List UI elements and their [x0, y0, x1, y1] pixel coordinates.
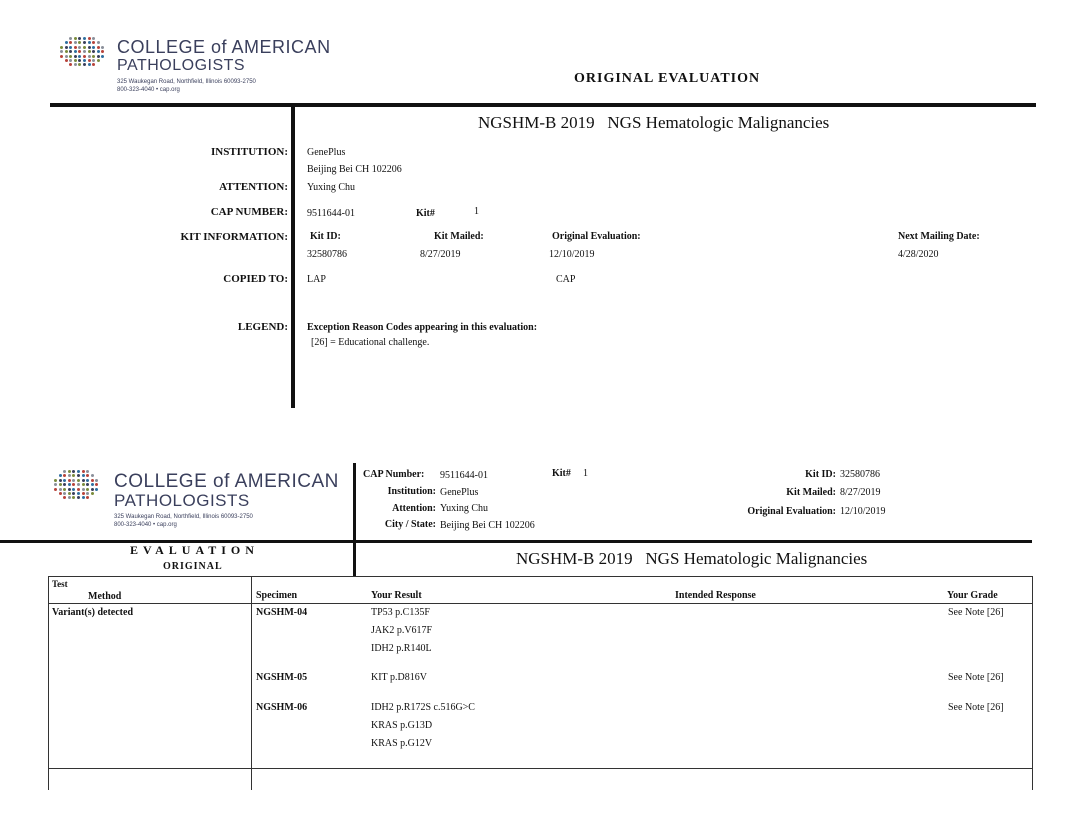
- kit-label: Kit#: [416, 208, 435, 219]
- logo-dot: [82, 483, 85, 486]
- logo-line1: COLLEGE of AMERICAN: [117, 37, 331, 57]
- logo-dot: [60, 55, 63, 58]
- logo-dot: [69, 46, 72, 49]
- method-value: Variant(s) detected: [52, 607, 134, 618]
- logo-dot: [77, 496, 80, 499]
- logo2-address: 325 Waukegan Road, Northfield, Illinois 60093-2750: [114, 514, 253, 520]
- attention-value: Yuxing Chu: [307, 182, 356, 193]
- logo-dot: [82, 479, 85, 482]
- table-left-border: [48, 576, 49, 790]
- copied-to-label: COPIED TO:: [223, 273, 288, 285]
- program-code-2: NGSHM-B 2019: [516, 549, 633, 568]
- kit-number: 1: [474, 206, 479, 217]
- logo-dot: [88, 63, 91, 66]
- table-column-divider: [251, 576, 252, 790]
- kit-id-value-2: 32580786: [840, 469, 880, 480]
- program-name: NGS Hematologic Malignancies: [607, 113, 830, 132]
- logo-dot: [82, 470, 85, 473]
- logo-dot: [68, 488, 71, 491]
- logo-dot: [82, 492, 85, 495]
- logo-dot: [72, 496, 75, 499]
- logo-dot: [69, 37, 72, 40]
- cap-number-value: 9511644-01: [307, 208, 355, 219]
- logo-dot: [78, 59, 81, 62]
- original-evaluation-header: Original Evaluation:: [552, 231, 641, 242]
- logo-dot: [63, 492, 66, 495]
- method-header: Method: [88, 591, 122, 602]
- institution-city: Beijing Bei CH 102206: [307, 164, 402, 175]
- cap-number-value-2: 9511644-01: [440, 470, 488, 481]
- next-mailing-value: 4/28/2020: [898, 249, 939, 260]
- logo-dot: [68, 479, 71, 482]
- your-grade-header: Your Grade: [947, 590, 998, 601]
- logo-dot: [97, 59, 100, 62]
- logo-dot: [97, 46, 100, 49]
- original-evaluation-value: 12/10/2019: [549, 249, 595, 260]
- logo-dot: [92, 59, 95, 62]
- logo-dot: [77, 483, 80, 486]
- logo-dot: [65, 59, 68, 62]
- vertical-divider: [291, 107, 295, 408]
- logo-dot: [88, 50, 91, 53]
- institution-label-2: Institution:: [387, 486, 436, 497]
- grade-value: See Note [26]: [948, 702, 1004, 713]
- result-item: IDH2 p.R140L: [371, 643, 432, 654]
- logo-dot: [68, 474, 71, 477]
- logo-dot: [59, 488, 62, 491]
- program-title-2: [516, 549, 867, 569]
- logo-dot: [86, 488, 89, 491]
- institution-name: GenePlus: [307, 147, 346, 158]
- logo-dot: [97, 41, 100, 44]
- logo-dot: [54, 479, 57, 482]
- logo-dot: [72, 488, 75, 491]
- logo-dot: [92, 37, 95, 40]
- logo-dot: [91, 483, 94, 486]
- logo-dot: [83, 55, 86, 58]
- logo-dot: [101, 50, 104, 53]
- logo-dot: [92, 50, 95, 53]
- logo-dot: [91, 492, 94, 495]
- logo-dot: [69, 55, 72, 58]
- logo-dot: [63, 470, 66, 473]
- logo-dot: [95, 488, 98, 491]
- logo-dot: [86, 474, 89, 477]
- program-name-2: NGS Hematologic Malignancies: [645, 549, 868, 568]
- logo-dot: [88, 55, 91, 58]
- logo-dot: [68, 492, 71, 495]
- logo-dot: [68, 470, 71, 473]
- logo-dot: [88, 41, 91, 44]
- logo-dot: [74, 50, 77, 53]
- attention-label: ATTENTION:: [219, 181, 288, 193]
- header-title: ORIGINAL EVALUATION: [574, 71, 761, 86]
- specimen-id: NGSHM-06: [256, 702, 308, 713]
- logo-dot: [74, 63, 77, 66]
- logo-dot: [83, 63, 86, 66]
- test-header: Test: [52, 579, 68, 589]
- copied-to-cap: CAP: [556, 274, 576, 285]
- logo-dot: [63, 474, 66, 477]
- logo-dot: [83, 41, 86, 44]
- legend-title: Exception Reason Codes appearing in this evaluation:: [307, 322, 538, 333]
- logo-dot: [88, 46, 91, 49]
- logo-dot: [69, 63, 72, 66]
- specimen-id: NGSHM-04: [256, 607, 308, 618]
- intended-response-header: Intended Response: [675, 590, 756, 601]
- logo-dot: [59, 492, 62, 495]
- table-top-border: [48, 576, 1033, 577]
- logo-dot: [77, 470, 80, 473]
- original-word: ORIGINAL: [163, 561, 223, 572]
- logo-dot: [83, 50, 86, 53]
- cap-number-label-2: CAP Number:: [363, 469, 425, 480]
- logo-dot: [91, 479, 94, 482]
- table-right-border: [1032, 576, 1033, 790]
- logo-dot: [69, 59, 72, 62]
- program-title: [478, 113, 829, 133]
- logo-dot: [69, 41, 72, 44]
- specimen-header: Specimen: [256, 590, 298, 601]
- logo-dot: [74, 55, 77, 58]
- logo-dot: [83, 59, 86, 62]
- logo-dot: [95, 479, 98, 482]
- legend-label: LEGEND:: [237, 321, 288, 333]
- logo-dot: [95, 483, 98, 486]
- logo-dot: [59, 483, 62, 486]
- city-state-label: City / State:: [384, 519, 436, 530]
- kit-id-value: 32580786: [307, 249, 347, 260]
- logo-dot: [86, 496, 89, 499]
- kit-number-2: 1: [583, 468, 588, 479]
- logo-dot: [54, 483, 57, 486]
- result-item: KRAS p.G12V: [371, 738, 433, 749]
- kit-id-label-2: Kit ID:: [805, 469, 836, 480]
- original-evaluation-value-2: 12/10/2019: [840, 506, 886, 517]
- logo-dot: [63, 479, 66, 482]
- logo-dot: [82, 488, 85, 491]
- logo-dot: [74, 41, 77, 44]
- logo-dot: [78, 41, 81, 44]
- logo-dot: [83, 37, 86, 40]
- legend-item: [26] = Educational challenge.: [311, 337, 430, 348]
- logo-dot: [77, 479, 80, 482]
- logo-dot: [68, 496, 71, 499]
- logo-line2: PATHOLOGISTS: [117, 57, 246, 74]
- result-item: JAK2 p.V617F: [371, 625, 433, 636]
- logo-dot: [78, 50, 81, 53]
- logo-dot: [83, 46, 86, 49]
- result-item: KIT p.D816V: [371, 672, 427, 683]
- logo-dot: [92, 55, 95, 58]
- logo-dot: [86, 483, 89, 486]
- institution-value-2: GenePlus: [440, 487, 479, 498]
- grade-value: See Note [26]: [948, 672, 1004, 683]
- logo-dot: [78, 46, 81, 49]
- logo-dot: [77, 492, 80, 495]
- logo-dot: [69, 50, 72, 53]
- logo-dot: [72, 479, 75, 482]
- cap-number-label: CAP NUMBER:: [210, 206, 288, 218]
- logo-dot: [59, 479, 62, 482]
- logo-dot: [101, 46, 104, 49]
- logo-dot: [101, 55, 104, 58]
- kit-information-label: KIT INFORMATION:: [180, 231, 288, 243]
- your-result-header: Your Result: [371, 590, 422, 601]
- kit-mailed-value: 8/27/2019: [420, 249, 461, 260]
- institution-label: INSTITUTION:: [210, 146, 288, 158]
- kit-id-header: Kit ID:: [310, 231, 341, 242]
- attention-value-2: Yuxing Chu: [440, 503, 489, 514]
- logo-dot: [74, 46, 77, 49]
- logo-dot: [86, 479, 89, 482]
- evaluation-word: EVALUATION: [130, 543, 259, 557]
- logo-dot: [78, 37, 81, 40]
- logo-dot: [65, 50, 68, 53]
- logo-dot: [78, 63, 81, 66]
- copied-to-lap: LAP: [307, 274, 326, 285]
- logo-dot: [59, 474, 62, 477]
- kit-label-2: Kit#: [552, 468, 571, 479]
- logo-dot: [97, 50, 100, 53]
- logo-dot: [91, 474, 94, 477]
- logo-dot: [72, 483, 75, 486]
- logo2-line1: COLLEGE of AMERICAN: [114, 471, 339, 492]
- result-item: IDH2 p.R172S c.516G>C: [371, 702, 475, 713]
- logo-dot: [86, 470, 89, 473]
- cap-logo-dots-icon: [54, 470, 100, 500]
- logo-dot: [92, 46, 95, 49]
- kit-mailed-label-2: Kit Mailed:: [786, 487, 836, 498]
- logo-dot: [97, 55, 100, 58]
- logo-dot: [78, 55, 81, 58]
- result-item: KRAS p.G13D: [371, 720, 433, 731]
- logo-dot: [92, 63, 95, 66]
- table-header-divider: [48, 603, 1033, 604]
- cap-logo-dots-icon: [60, 37, 106, 67]
- logo-dot: [88, 59, 91, 62]
- logo2-line2: PATHOLOGISTS: [114, 491, 250, 510]
- logo-dot: [63, 488, 66, 491]
- attention-label-2: Attention:: [392, 503, 436, 514]
- logo-dot: [72, 470, 75, 473]
- page2-vertical-divider: [353, 463, 356, 577]
- logo-dot: [82, 496, 85, 499]
- logo2-phone: 800-323-4040 • cap.org: [114, 522, 177, 528]
- logo-dot: [86, 492, 89, 495]
- logo-dot: [60, 46, 63, 49]
- logo-dot: [91, 488, 94, 491]
- logo-dot: [65, 41, 68, 44]
- city-state-value: Beijing Bei CH 102206: [440, 520, 535, 531]
- program-code: NGSHM-B 2019: [478, 113, 595, 132]
- kit-mailed-value-2: 8/27/2019: [840, 487, 881, 498]
- header-divider: [50, 103, 1036, 107]
- specimen-id: NGSHM-05: [256, 672, 308, 683]
- logo-dot: [82, 474, 85, 477]
- logo-address: 325 Waukegan Road, Northfield, Illinois 60093-2750: [117, 79, 256, 85]
- logo-dot: [88, 37, 91, 40]
- logo-dot: [72, 492, 75, 495]
- table-bottom-divider: [48, 768, 1033, 769]
- logo-dot: [74, 37, 77, 40]
- logo-dot: [72, 474, 75, 477]
- logo-dot: [54, 488, 57, 491]
- logo-dot: [68, 483, 71, 486]
- logo-dot: [77, 488, 80, 491]
- logo-dot: [74, 59, 77, 62]
- logo-dot: [92, 41, 95, 44]
- logo-dot: [65, 46, 68, 49]
- logo-dot: [77, 474, 80, 477]
- original-evaluation-label-2: Original Evaluation:: [747, 506, 836, 517]
- logo-dot: [65, 55, 68, 58]
- logo-dot: [63, 483, 66, 486]
- kit-mailed-header: Kit Mailed:: [434, 231, 484, 242]
- logo-dot: [60, 50, 63, 53]
- result-item: TP53 p.C135F: [371, 607, 430, 618]
- grade-value: See Note [26]: [948, 607, 1004, 618]
- logo-phone: 800-323-4040 • cap.org: [117, 87, 180, 93]
- next-mailing-header: Next Mailing Date:: [898, 231, 980, 242]
- logo-dot: [63, 496, 66, 499]
